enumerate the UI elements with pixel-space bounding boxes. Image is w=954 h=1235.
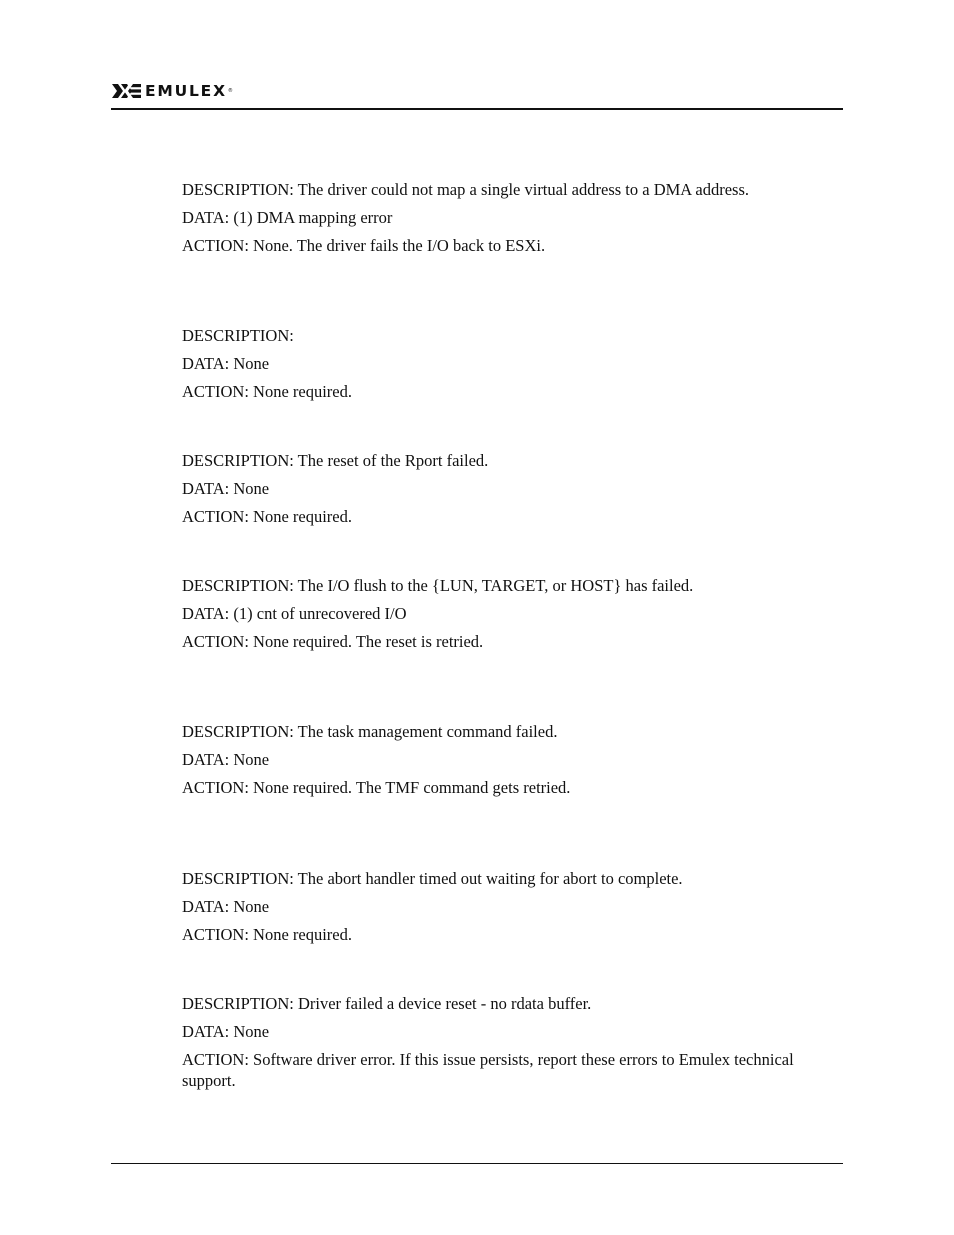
page-header [111,78,843,109]
logo-trademark: ® [227,88,233,94]
entry-data: DATA: (1) cnt of unrecovered I/O [182,604,407,623]
entry-data: DATA: None [182,897,270,916]
entry-action: ACTION: None required. [182,507,352,526]
message-entry [182,993,832,1098]
footer-divider [111,1163,843,1164]
entry-description: DESCRIPTION: The driver could not map a single virtual address to a DMA address. [182,180,750,199]
message-entry [182,325,832,409]
emulex-logo-mark-icon [111,82,142,100]
message-entry [182,721,832,805]
message-entry [182,450,832,534]
entry-description: DESCRIPTION: The I/O flush to the {LUN, TARGET, or HOST} has failed. [182,576,694,595]
message-entry [182,868,832,952]
entry-description: DESCRIPTION: The task management command failed. [182,722,558,741]
entry-action: ACTION: None. The driver fails the I/O back to ESXi. [182,236,546,255]
entry-data: DATA: None [182,1022,270,1041]
entry-data: DATA: None [182,354,270,373]
entry-action: ACTION: None required. [182,925,352,944]
entry-data: DATA: None [182,479,270,498]
entry-description: DESCRIPTION: Driver failed a device reset - no rdata buffer. [182,994,592,1013]
entry-action: ACTION: None required. The reset is retried. [182,632,484,651]
entry-description: DESCRIPTION: [182,326,294,345]
emulex-logo [111,81,233,101]
entry-description: DESCRIPTION: The abort handler timed out waiting for abort to complete. [182,869,683,888]
message-entry [182,575,832,659]
entry-description: DESCRIPTION: The reset of the Rport failed. [182,451,489,470]
message-entry [182,179,832,263]
entry-action: ACTION: Software driver error. If this issue persists, report these errors to Emulex technical support. [182,1050,794,1090]
entry-action: ACTION: None required. [182,382,352,401]
logo-text: EMULEX [145,82,227,100]
entry-action: ACTION: None required. The TMF command gets retried. [182,778,571,797]
entry-data: DATA: None [182,750,270,769]
header-divider [111,108,843,110]
entry-data: DATA: (1) DMA mapping error [182,208,393,227]
